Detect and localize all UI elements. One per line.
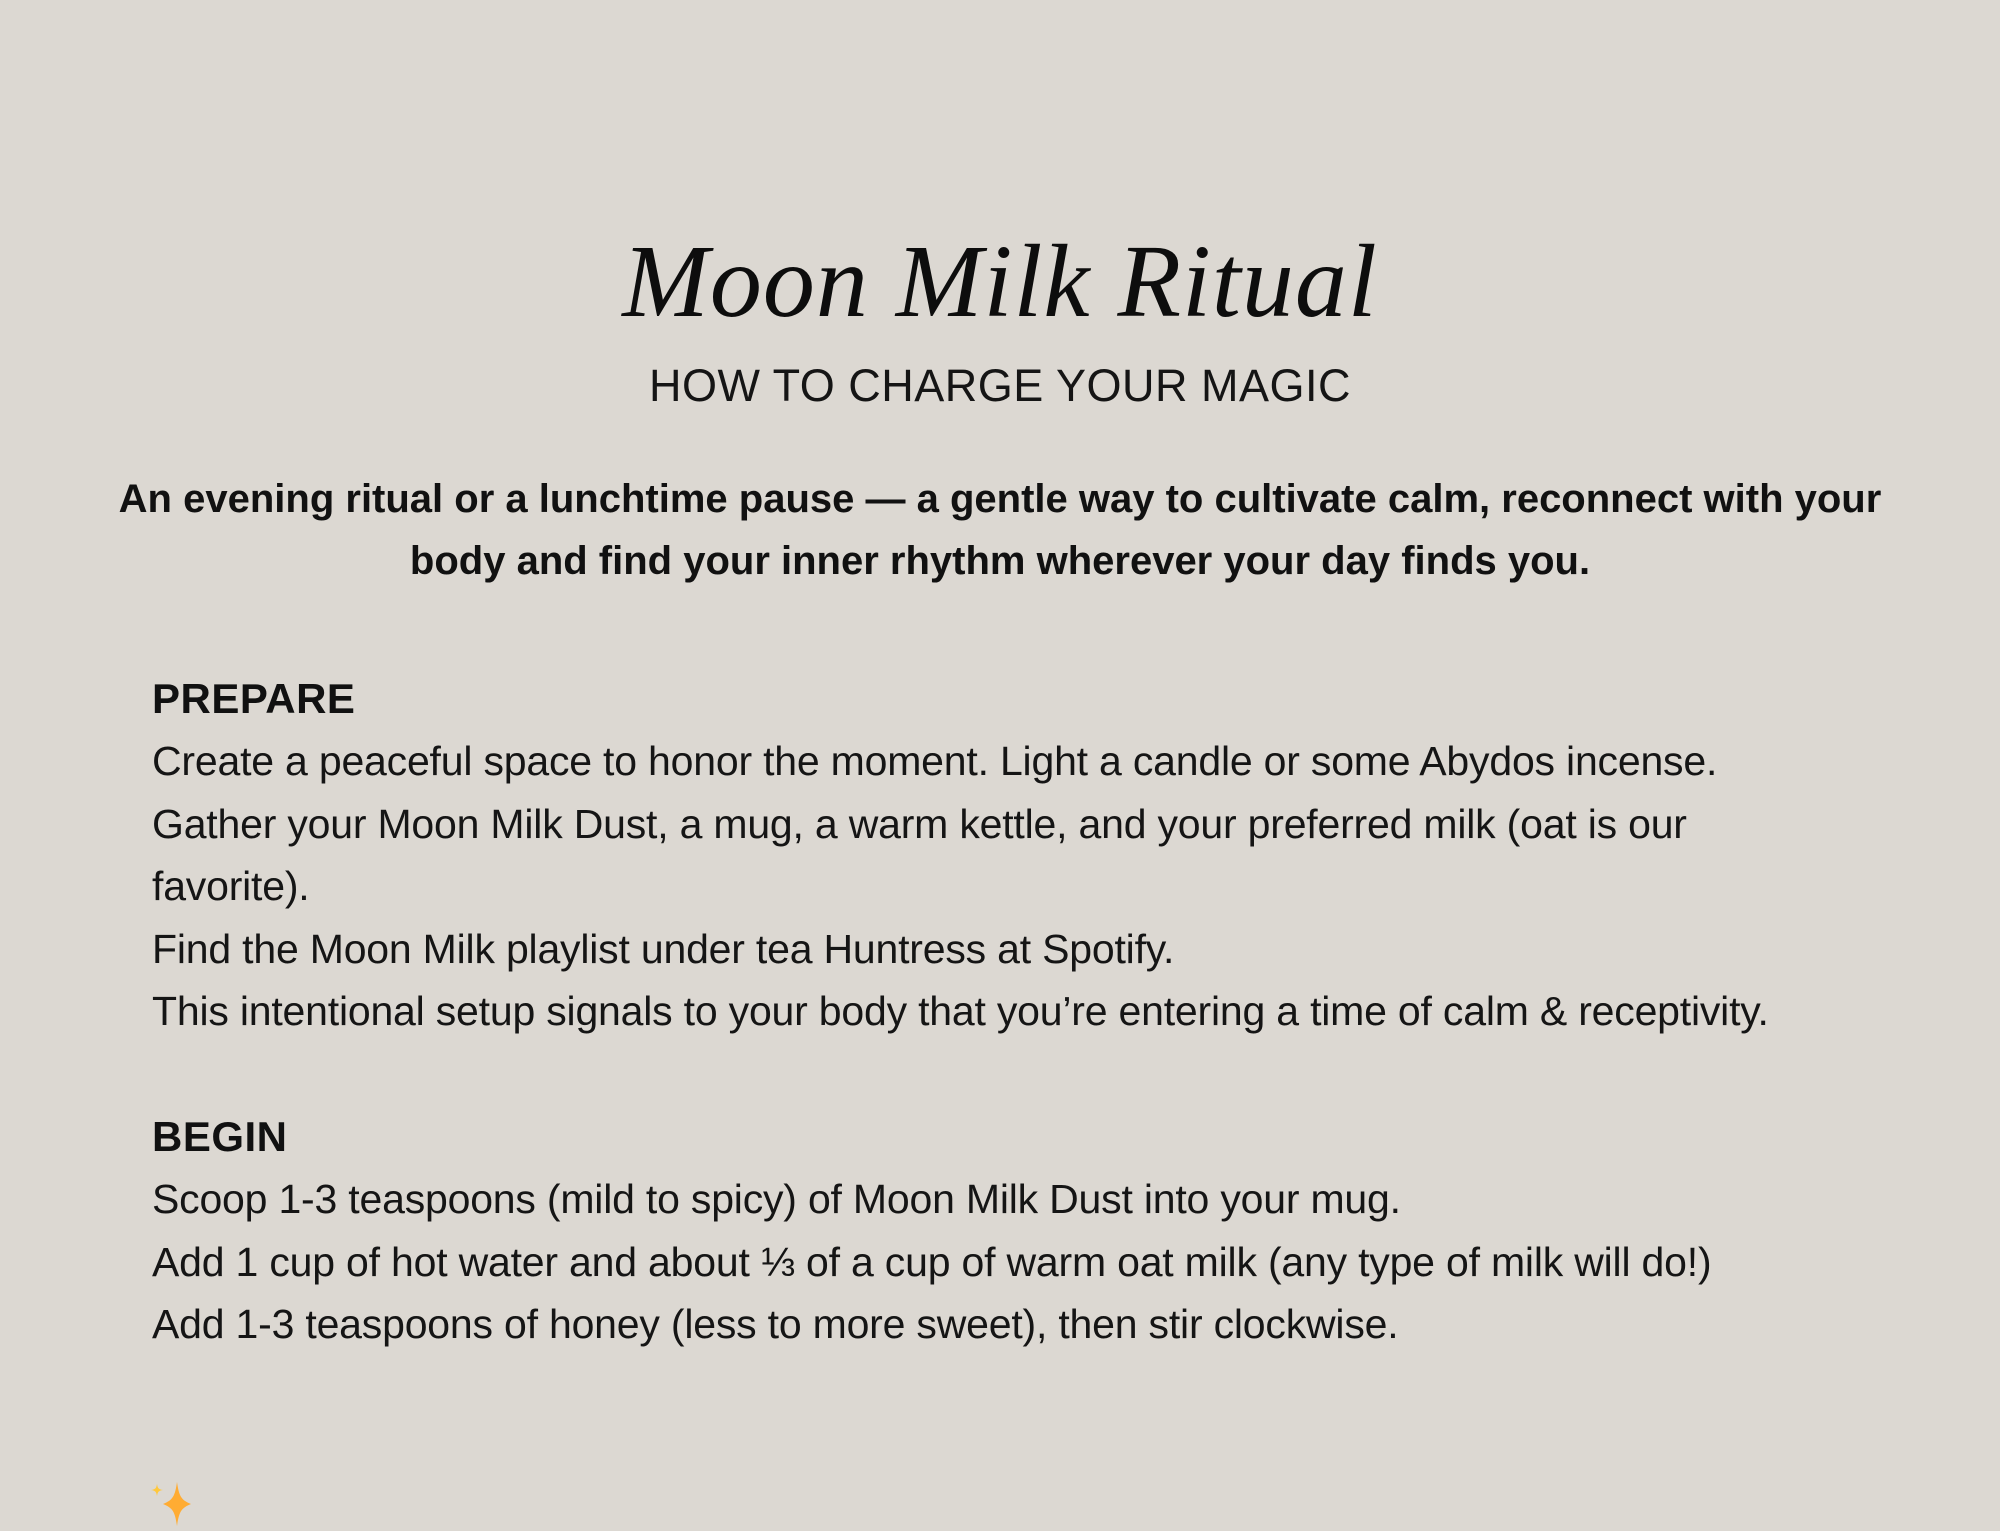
instruction-line: Add 1 cup of hot water and about ⅓ of a cup of warm oat milk (any type of milk will do!) <box>152 1238 1712 1285</box>
page-title: Moon Milk Ritual <box>622 224 1378 339</box>
intro-paragraph <box>100 468 1900 592</box>
intro-line: An evening ritual or a lunchtime pause — a gentle way to cultivate calm, reconnect with your <box>118 477 1882 521</box>
intro-line: body and find your inner rhythm wherever your day finds you. <box>409 539 1591 583</box>
instruction-line: Find the Moon Milk playlist under tea Huntress at Spotify. <box>152 925 1175 972</box>
section-heading-prepare: PREPARE <box>152 675 356 722</box>
instruction-line: favorite). <box>152 863 310 909</box>
section-begin <box>152 1106 1952 1356</box>
instruction-line: Create a peaceful space to honor the moment. Light a candle or some Abydos incense. <box>152 738 1718 784</box>
page-subtitle: HOW TO CHARGE YOUR MAGIC <box>648 360 1352 411</box>
instruction-line: This intentional setup signals to your body that you’re entering a time of calm & receptivity. <box>152 988 1769 1034</box>
instruction-line: Gather your Moon Milk Dust, a mug, a warm kettle, and your preferred milk (oat is our <box>152 800 1687 847</box>
section-prepare <box>152 668 1952 1043</box>
section-heading-begin: BEGIN <box>152 1113 288 1160</box>
instruction-line: Add 1-3 teaspoons of honey (less to more sweet), then stir clockwise. <box>152 1301 1399 1347</box>
instruction-line: Scoop 1-3 teaspoons (mild to spicy) of Moon Milk Dust into your mug. <box>152 1176 1401 1222</box>
sparkles-icon <box>146 1480 192 1526</box>
